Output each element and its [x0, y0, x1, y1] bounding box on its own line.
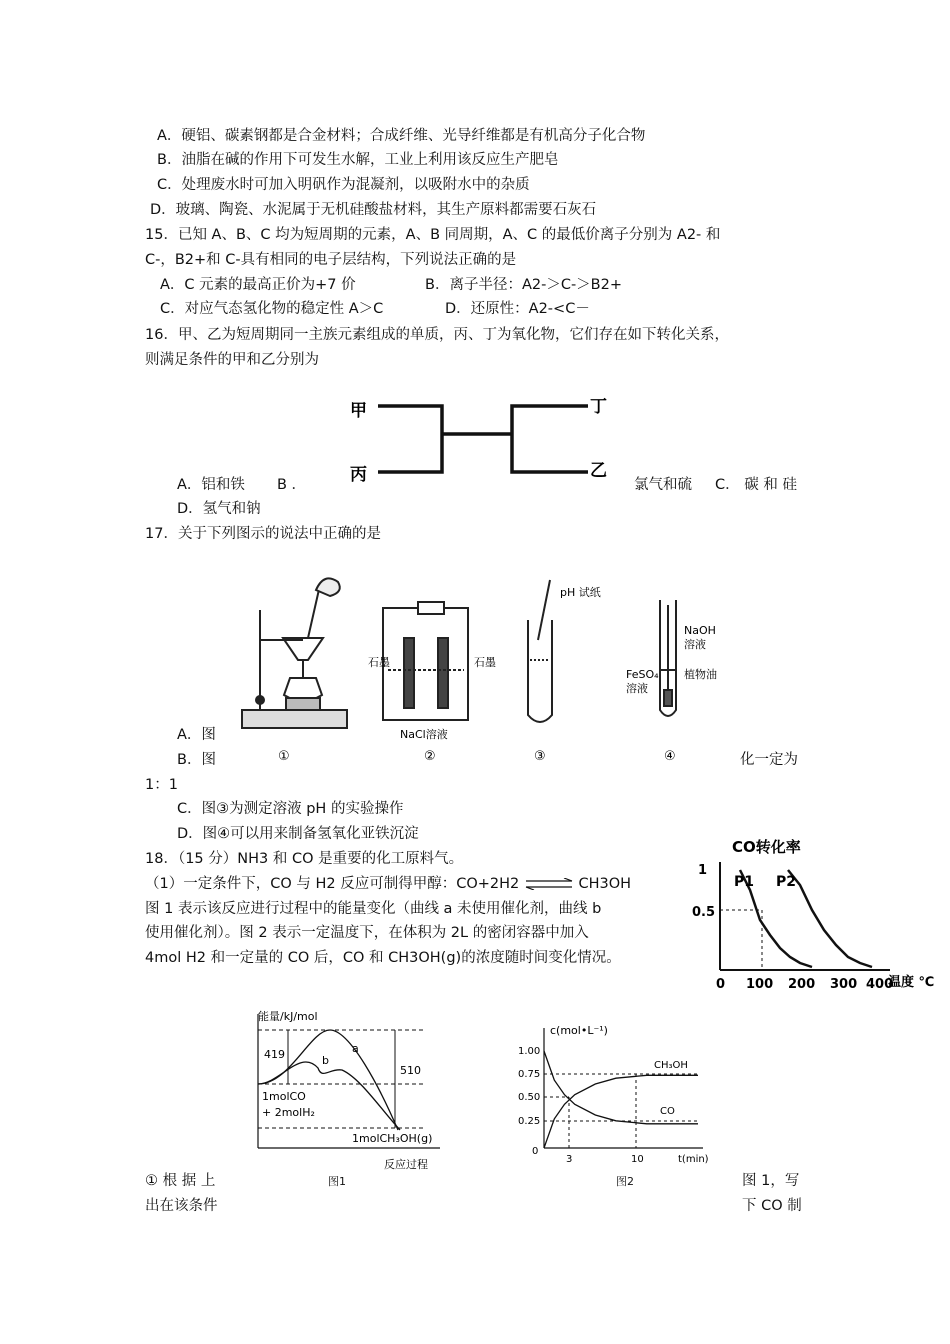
co-chart-p1-label: P1 — [734, 874, 755, 890]
label-yi: 乙 — [590, 461, 607, 481]
figure-2-caption: 图2 — [616, 1175, 634, 1188]
reactants-h2: + 2molH₂ — [262, 1106, 315, 1119]
apparatus-figures — [228, 560, 738, 770]
equation-rhs: CH3OH — [578, 876, 632, 892]
energy-xlabel: 反应过程 — [384, 1158, 428, 1171]
conc-ytick-0: 0 — [532, 1146, 539, 1157]
q18-text-line3: 使用催化剂）。图 2 表示一定温度下，在体积为 2L 的密闭容器中加入 — [145, 925, 589, 941]
conc-ylabel: c(mol•L⁻¹) — [550, 1024, 608, 1037]
q16-option-a: A．铝和铁 — [177, 477, 245, 493]
filtration-apparatus — [242, 578, 347, 728]
q15-option-b: B．离子半径：A2-＞C-＞B2+ — [425, 277, 623, 293]
figure-3-number: ③ — [534, 749, 546, 764]
co-chart-xtick-400: 400 — [866, 977, 894, 992]
q14-option-d: D．玻璃、陶瓷、水泥属于无机硅酸盐材料，其生产原料都需要石灰石 — [150, 202, 597, 218]
q17-option-a: A．图 — [177, 727, 216, 743]
equation-lhs: （1）一定条件下，CO 与 H2 反应可制得甲醇：CO+2H2 — [145, 876, 520, 892]
label-jia: 甲 — [350, 401, 367, 421]
q16-option-b-answer: 氯气和硫 — [634, 477, 692, 493]
co-chart-xtick-0: 0 — [716, 977, 726, 992]
co-chart-ytick-1: 1 — [698, 863, 708, 878]
conc-ytick-050: 0.50 — [518, 1092, 541, 1103]
q17-option-c: C．图③为测定溶液 pH 的实验操作 — [177, 801, 404, 817]
co-chart-p2-label: P2 — [776, 874, 797, 890]
ch3oh-label: CH₃OH — [654, 1060, 688, 1071]
q17-option-d: D．图④可以用来制备氢氧化亚铁沉淀 — [177, 826, 419, 842]
q14-option-a: A．硬铝、碳素钢都是合金材料；合成纤维、光导纤维都是有机高分子化合物 — [157, 128, 646, 144]
conversion-diagram — [340, 390, 620, 490]
q14-option-b: B．油脂在碱的作用下可发生水解，工业上利用该反应生产肥皂 — [157, 152, 559, 168]
q15-option-c: C．对应气态氢化物的稳定性 A＞C — [160, 301, 384, 317]
vegetable-oil-label: 植物油 — [684, 668, 717, 681]
naoh-label: NaOH — [684, 624, 716, 637]
conc-ytick-100: 1.00 — [518, 1046, 541, 1057]
product-ch3oh: 1molCH₃OH(g) — [352, 1132, 433, 1145]
q17-option-b-continued: 1：1 — [145, 777, 178, 793]
conc-ytick-025: 0.25 — [518, 1116, 541, 1127]
co-chart-title: CO转化率 — [732, 838, 801, 856]
q16-stem-line1: 16．甲、乙为短周期同一主族元素组成的单质，丙、丁为氧化物，它们存在如下转化关系， — [145, 327, 729, 343]
co-conversion-chart — [690, 832, 945, 1002]
label-ding: 丁 — [590, 397, 607, 417]
q15-option-a: A．C 元素的最高正价为+7 价 — [160, 277, 356, 293]
naoh-solution-label: 溶液 — [684, 638, 706, 651]
q18-question-line2-tail: 下 CO 制 — [742, 1198, 802, 1214]
q16-option-d: D．氢气和钠 — [177, 501, 261, 517]
conc-xlabel: t(min) — [678, 1154, 709, 1165]
label-bing: 丙 — [350, 465, 367, 485]
co-chart-xtick-100: 100 — [746, 977, 774, 992]
concentration-chart — [518, 1022, 718, 1168]
graphite-left-label: 石墨 — [368, 656, 390, 669]
q15-option-d: D．还原性：A2-<C－ — [445, 301, 590, 317]
conc-ytick-075: 0.75 — [518, 1069, 541, 1080]
q16-stem-line2: 则满足条件的甲和乙分别为 — [145, 352, 319, 368]
q18-question-line2: 出在该条件 — [145, 1198, 218, 1214]
q15-stem-line2: C-，B2+和 C-具有相同的电子层结构，下列说法正确的是 — [145, 252, 517, 268]
figure-1-number: ① — [278, 749, 290, 764]
q18-part1-equation — [145, 874, 631, 894]
q16-option-b: B ． — [277, 477, 307, 493]
feso4-solution-label: 溶液 — [626, 682, 648, 695]
reactants-co: 1molCO — [262, 1090, 306, 1103]
value-419: 419 — [264, 1048, 285, 1061]
q18-question-line1-tail: 图 1，写 — [742, 1173, 800, 1189]
conc-xtick-10: 10 — [631, 1154, 644, 1165]
graphite-right-label: 石墨 — [474, 656, 496, 669]
q16-option-c: C． 碳 和 硅 — [715, 477, 797, 493]
co-chart-xtick-300: 300 — [830, 977, 858, 992]
value-510: 510 — [400, 1064, 421, 1077]
co-chart-xtick-200: 200 — [788, 977, 816, 992]
conc-xtick-3: 3 — [566, 1154, 573, 1165]
reversible-arrow-icon — [524, 878, 574, 890]
figure-4-number: ④ — [664, 749, 676, 764]
q18-text-line4: 4mol H2 和一定量的 CO 后，CO 和 CH3OH(g)的浓度随时间变化情况。 — [145, 950, 621, 966]
figure-2-number: ② — [424, 749, 436, 764]
nacl-solution-label: NaCl溶液 — [400, 728, 448, 741]
q15-stem-line1: 15．已知 A、B、C 均为短周期的元素，A、B 同周期，A、C 的最低价离子分别为 A2- 和 — [145, 227, 721, 243]
electrolysis-apparatus — [383, 602, 468, 720]
ferrous-hydroxide-apparatus — [660, 600, 676, 716]
co-chart-series-p2 — [788, 870, 872, 967]
co-label: CO — [660, 1106, 675, 1117]
ph-paper-label: pH 试纸 — [560, 586, 601, 599]
energy-ylabel: 能量/kJ/mol — [258, 1010, 318, 1023]
co-chart-xlabel: 温度 ℃ — [888, 975, 935, 990]
q18-question-line1: ① 根 据 上 — [145, 1173, 216, 1189]
q14-option-c: C．处理废水时可加入明矾作为混凝剂，以吸附水中的杂质 — [157, 177, 530, 193]
curve-b-label: b — [322, 1054, 329, 1067]
q17-option-b: B．图 — [177, 752, 216, 768]
feso4-label: FeSO₄ — [626, 668, 659, 681]
curve-a-label: a — [352, 1042, 359, 1055]
ph-test-apparatus — [528, 580, 552, 722]
q18-text-line2: 图 1 表示该反应进行过程中的能量变化（曲线 a 未使用催化剂，曲线 b — [145, 901, 602, 917]
q17-option-b-tail: 化一定为 — [740, 752, 798, 768]
figure-1-caption: 图1 — [328, 1175, 346, 1188]
co-chart-ytick-05: 0.5 — [692, 905, 716, 920]
q18-stem: 18．（15 分）NH3 和 CO 是重要的化工原料气。 — [145, 851, 464, 867]
energy-diagram — [250, 1008, 450, 1178]
conc-series-ch3oh — [544, 1075, 698, 1148]
q17-stem: 17．关于下列图示的说法中正确的是 — [145, 526, 381, 542]
